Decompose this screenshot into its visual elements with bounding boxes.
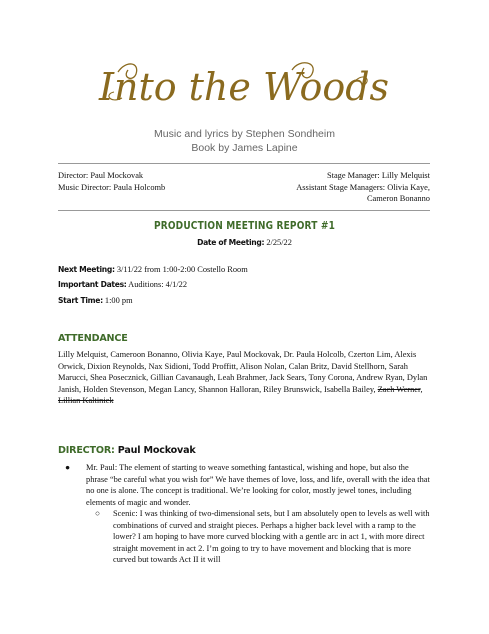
divider-bottom	[58, 210, 430, 211]
important-dates-value: Auditions: 4/1/22	[126, 280, 188, 289]
music-director-credit: Music Director: Paula Holcomb	[58, 182, 166, 192]
start-time-value: 1:00 pm	[102, 296, 133, 305]
next-meeting-value: 3/11/22 from 1:00-2:00 Costello Room	[114, 265, 248, 274]
logo-text: Into the Woods	[98, 65, 390, 109]
meeting-date-value: 2/25/22	[264, 238, 292, 247]
credits-music: Music and lyrics by Stephen Sondheim	[154, 128, 335, 140]
attendance-separator: ,	[420, 384, 423, 394]
next-meeting-label: Next Meeting:	[58, 265, 115, 274]
start-time-label: Start Time:	[58, 296, 103, 305]
meeting-date-label: Date of Meeting:	[197, 238, 265, 247]
staff-left	[58, 170, 165, 193]
list-item	[58, 462, 432, 508]
attendance-struck-name: Lillian Kaltinick	[58, 396, 114, 405]
director-credit: Director: Paul Mockovak	[58, 171, 144, 180]
next-meeting	[58, 265, 248, 274]
stage-manager-credit: Stage Manager: Lilly Melquist	[326, 171, 430, 180]
attendance-names: Lilly Melquist, Cameroon Bonanno, Olivia Kaye, Paul Mockovak, Dr. Paula Holcolb, Czerton Lim, Alexis Orwick, Dixion Reynolds, Nax Sidioni, Todd Proffitt, Alison Nolan, Calan Britz, David Stellhorn, Sarah Marucci, Shea Posecznick, Gillian Cavanaugh, Leah Brahmer, Jack Sears, Tony Corona, Andrew Ryan, Dylan Janish, Holden Stevenson, Megan Lancy, Shannon Halloran, Riley Brunswick, Isabella Bailey,	[58, 350, 428, 394]
attendance-list	[58, 349, 432, 407]
important-dates	[58, 280, 187, 289]
show-logo-art	[0, 58, 489, 118]
attendance-struck-name: Zach Werner	[377, 384, 421, 394]
director-heading-name: Paul Mockovak	[114, 445, 196, 456]
scenic-note-text: Scenic: I was thinking of two-dimensional sets, but I am absolutely open to levels as well with combinations of curved and straight pieces. Perhaps a higher back level with a ramp to the lower? I am hoping to have more curved blocking with a gentle arc in act 1, with more direct straight movement in act 2. I’m going to try to have movement and blocking that is more curved but towards Act II it will	[113, 509, 430, 564]
report-title: PRODUCTION MEETING REPORT #1	[153, 219, 336, 232]
director-heading-label: DIRECTOR:	[58, 445, 115, 456]
director-notes	[58, 462, 432, 566]
divider-top	[58, 163, 430, 164]
director-note-text: Mr. Paul: The element of starting to weave something fantastical, wishing and hope, but also the phrase “be careful what you wish for” We have themes of love, loss, and life, overall with the idea that no one is alone. The concept is traditional. We’re looking for color, mostly jewel tones, including elements of magic and wonder.	[86, 463, 430, 507]
director-heading	[58, 445, 196, 456]
attendance-heading: ATTENDANCE	[58, 333, 128, 344]
assistant-sm-credit: Assistant Stage Managers: Olivia Kaye,	[296, 182, 430, 192]
credits-book: Book by James Lapine	[191, 141, 298, 154]
credits-block	[0, 128, 489, 155]
start-time	[58, 296, 133, 305]
bullet-ring-icon: ○	[95, 509, 101, 518]
list-item	[58, 508, 432, 566]
staff-right	[296, 170, 430, 205]
show-logo	[0, 58, 489, 118]
bullet-dot-icon: ●	[65, 463, 71, 472]
assistant-sm-credit-cont: Cameron Bonanno	[366, 194, 430, 204]
meeting-date	[0, 238, 489, 247]
important-dates-label: Important Dates:	[58, 280, 127, 289]
